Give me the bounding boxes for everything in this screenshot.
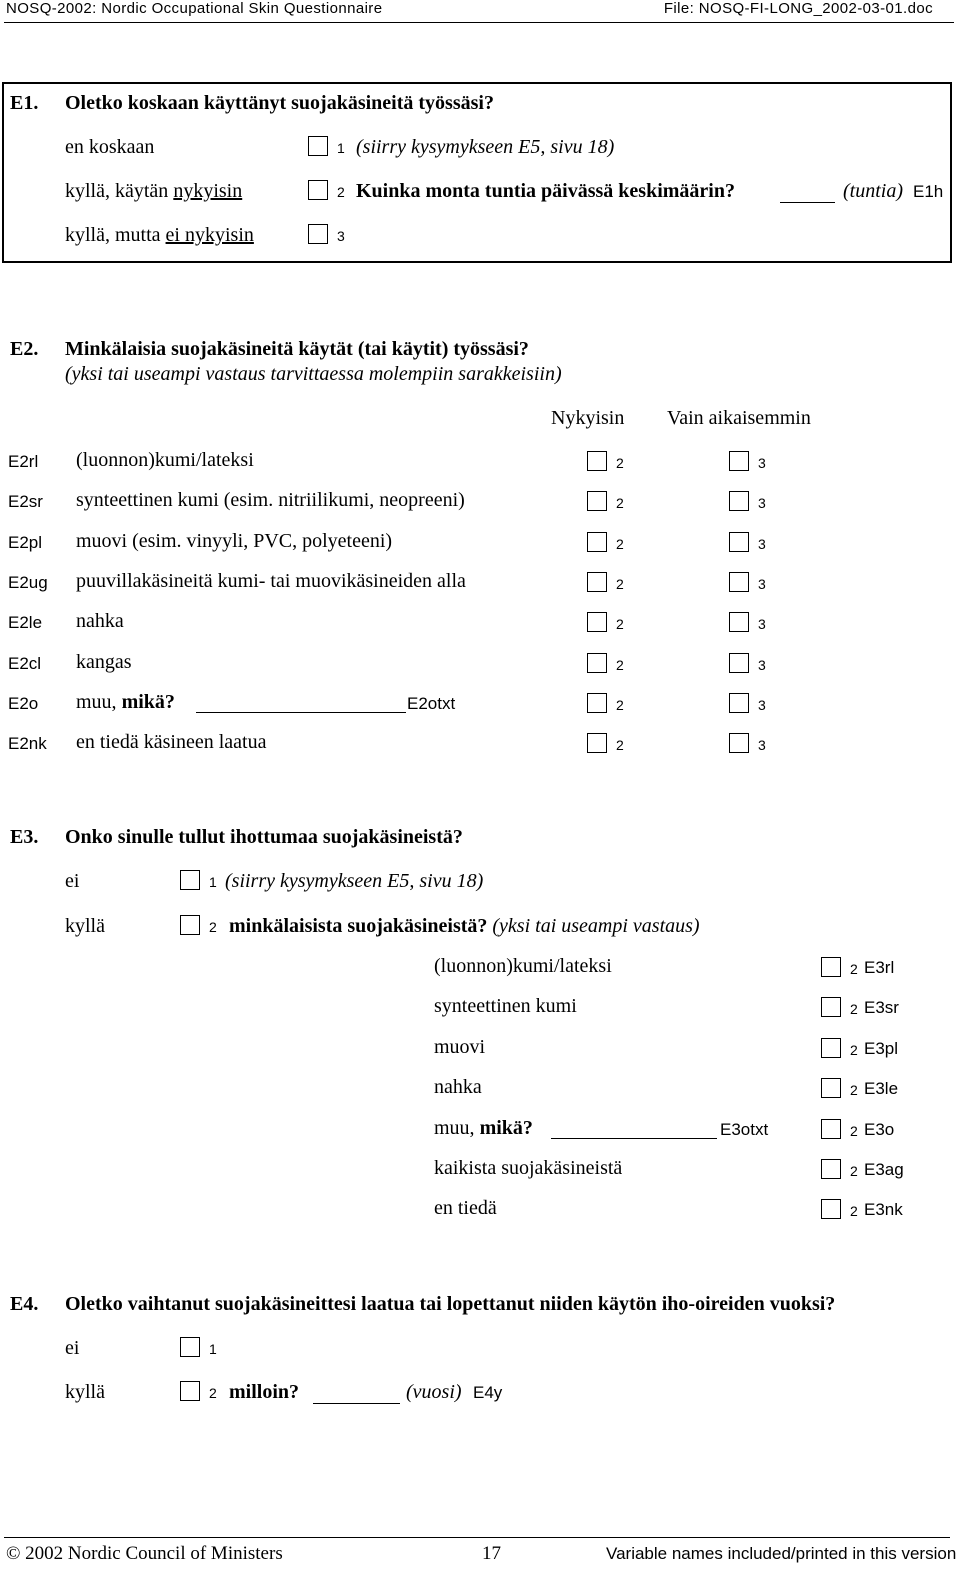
e2-row-earlier-checkbox[interactable] (729, 532, 749, 552)
e2-row-label-text: en tiedä käsineen laatua (76, 731, 267, 754)
e4-option-2-code: 2 (209, 1385, 217, 1401)
e3-other-text-field[interactable] (551, 1138, 717, 1139)
e2-question: Minkälaisia suojakäsineitä käytät (tai käytit) työssäsi? (65, 338, 529, 360)
e3-subitem-code: 2 (850, 1001, 858, 1018)
e2-column-earlier: Vain aikaisemmin (667, 407, 811, 429)
e3-subitem-checkbox[interactable] (821, 1199, 841, 1219)
e2-row-current-code: 2 (616, 696, 624, 713)
e3-subitem-checkbox[interactable] (821, 997, 841, 1017)
e2-row-label-text: puuvillakäsineitä kumi- tai muovikäsineiden alla (76, 569, 466, 592)
e2-row-earlier-checkbox[interactable] (729, 733, 749, 753)
e2-row-current-code: 2 (616, 455, 624, 471)
e3-option-2-checkbox[interactable] (180, 915, 200, 935)
e1-option-2-label: kyllä, käytän nykyisin (65, 180, 243, 202)
e2-row-current-code: 2 (616, 495, 624, 512)
e3-subitem-label-text: synteettinen kumi (434, 995, 577, 1018)
e3-option-1-code: 1 (209, 874, 217, 890)
e1-hours-question: Kuinka monta tuntia päivässä keskimäärin? (356, 180, 735, 202)
footer-page-number: 17 (482, 1543, 501, 1564)
e3-subitem-checkbox[interactable] (821, 1159, 841, 1179)
e1-question: Oletko koskaan käyttänyt suojakäsineitä työssäsi? (65, 92, 494, 114)
e4-option-1-code: 1 (209, 1341, 217, 1357)
e2-row-label-text: synteettinen kumi (esim. nitriilikumi, neopreeni) (76, 489, 465, 512)
e3-subitem-var: E3o (864, 1119, 895, 1139)
e3-subitem-checkbox[interactable] (821, 1038, 841, 1058)
e2-row-current-code: 2 (616, 737, 624, 754)
e2-row-label-bold: mikä? (121, 690, 175, 713)
e2-row-var: E2sr (8, 492, 43, 512)
e2-row-earlier-checkbox[interactable] (729, 572, 749, 592)
e2-row-label (76, 651, 132, 674)
e1-option-3-code: 3 (337, 228, 345, 244)
e2-row-earlier-code: 3 (758, 696, 766, 713)
e4-when-question: milloin? (229, 1381, 300, 1403)
e3-option-2-label: kyllä (65, 915, 105, 937)
e2-row-label-text: nahka (76, 610, 124, 633)
e2-other-text-var: E2otxt (407, 693, 456, 713)
e3-subitem-label (434, 1157, 622, 1180)
e3-subitem-label (434, 995, 577, 1018)
e4-year-var: E4y (473, 1383, 503, 1402)
e3-subitem-var: E3rl (864, 958, 895, 977)
e2-row-current-code: 2 (616, 535, 624, 552)
e2-row-label (76, 449, 254, 472)
e1-option-1-code: 1 (337, 140, 345, 156)
footer-rule (4, 1537, 950, 1538)
e3-followup: minkälaisista suojakäsineistä? (yksi tai useampi vastaus) (229, 915, 700, 937)
e2-row-current-code: 2 (616, 575, 624, 592)
e3-subitem-code: 2 (850, 1163, 858, 1179)
e3-other-text-var: E3otxt (720, 1119, 769, 1139)
e2-row-earlier-code: 3 (758, 616, 766, 633)
e4-option-1-checkbox[interactable] (180, 1337, 200, 1357)
e3-subitem-label (434, 1117, 533, 1140)
e1-hours-unit: (tuntia) (843, 180, 903, 202)
e3-question: Onko sinulle tullut ihottumaa suojakäsineistä? (65, 826, 463, 848)
e3-subitem-label (434, 1036, 485, 1059)
e3-subitem-checkbox[interactable] (821, 1119, 841, 1139)
e2-row-current-checkbox[interactable] (587, 693, 607, 713)
e2-row-label (76, 691, 175, 714)
e4-question: Oletko vaihtanut suojakäsineittesi laatua tai lopettanut niiden käytön iho-oireiden vuoksi? (65, 1293, 836, 1315)
e4-number: E4. (10, 1293, 39, 1315)
e2-row-earlier-code: 3 (758, 495, 766, 512)
e3-subitem-var: E3sr (864, 998, 899, 1018)
e3-subitem-var: E3nk (864, 1200, 903, 1220)
e2-row-current-checkbox[interactable] (587, 653, 607, 673)
e3-subitem-label (434, 1197, 497, 1220)
e3-subitem-code: 2 (850, 1041, 858, 1058)
e2-row-var: E2rl (8, 452, 39, 471)
footer-copyright: © 2002 Nordic Council of Ministers (6, 1543, 283, 1564)
e3-option-1-note: (siirry kysymykseen E5, sivu 18) (225, 870, 484, 892)
e2-row-var: E2nk (8, 734, 47, 754)
e3-option-1-checkbox[interactable] (180, 870, 200, 890)
e2-row-var: E2cl (8, 653, 42, 673)
e3-subitem-code: 2 (850, 1203, 858, 1220)
e2-row-earlier-checkbox[interactable] (729, 491, 749, 511)
e3-option-1-label: ei (65, 870, 80, 892)
e4-option-1-label: ei (65, 1337, 80, 1359)
e2-row-earlier-code: 3 (758, 575, 766, 592)
e3-subitem-label-text: (luonnon)kumi/lateksi (434, 955, 612, 977)
e3-subitem-label-text: muovi (434, 1035, 486, 1058)
e2-row-current-checkbox[interactable] (587, 451, 607, 471)
e1-hours-field[interactable] (780, 202, 835, 203)
e1-option-2-code: 2 (337, 184, 345, 200)
e4-year-unit: (vuosi) (406, 1381, 462, 1403)
e1-option-3-label: kyllä, mutta ei nykyisin (65, 224, 254, 246)
e4-option-2-checkbox[interactable] (180, 1381, 200, 1401)
e2-row-label (76, 530, 392, 553)
e2-row-earlier-code: 3 (758, 535, 766, 552)
e2-row-current-checkbox[interactable] (587, 532, 607, 552)
header-title: NOSQ-2002: Nordic Occupational Skin Questionnaire (6, 0, 383, 17)
e3-subitem-code: 2 (850, 1122, 858, 1139)
e2-row-current-code: 2 (616, 656, 624, 673)
e3-subitem-checkbox[interactable] (821, 1078, 841, 1098)
e1-option-2-checkbox[interactable] (308, 180, 328, 200)
header-filename: File: NOSQ-FI-LONG_2002-03-01.doc (663, 0, 933, 17)
e3-subitem-label (434, 1076, 482, 1099)
e2-instruction: (yksi tai useampi vastaus tarvittaessa molempiin sarakkeisiin) (65, 363, 562, 385)
e2-row-var: E2le (8, 613, 43, 633)
e2-row-earlier-checkbox[interactable] (729, 693, 749, 713)
e4-option-2-label: kyllä (65, 1381, 105, 1403)
e1-option-1-note: (siirry kysymykseen E5, sivu 18) (356, 136, 615, 158)
e2-row-label-text: muovi (esim. vinyyli, PVC, polyeteeni) (76, 529, 393, 552)
e3-subitem-label-text: kaikista suojakäsineistä (434, 1157, 623, 1179)
e2-row-earlier-code: 3 (758, 737, 766, 754)
e1-option-3-checkbox[interactable] (308, 224, 328, 244)
e1-number: E1. (10, 92, 39, 114)
e2-row-earlier-checkbox[interactable] (729, 451, 749, 471)
e2-row-earlier-code: 3 (758, 656, 766, 673)
e2-row-current-checkbox[interactable] (587, 572, 607, 592)
e2-row-var: E2ug (8, 572, 48, 592)
e2-row-var: E2o (8, 693, 39, 713)
e2-row-var: E2pl (8, 532, 43, 552)
e2-row-label (76, 489, 465, 512)
e4-year-field[interactable] (313, 1403, 400, 1404)
e3-subitem-checkbox[interactable] (821, 957, 841, 977)
e3-subitem-code: 2 (850, 1082, 858, 1099)
e3-subitem-label-bold: mikä? (479, 1116, 533, 1139)
e2-row-label-text: (luonnon)kumi/lateksi (76, 449, 254, 471)
e3-subitem-label-text: muu, (434, 1116, 480, 1139)
e2-row-label-text: muu, (76, 690, 122, 713)
e2-row-current-code: 2 (616, 616, 624, 633)
e3-subitem-var: E3le (864, 1079, 899, 1099)
e2-row-label (76, 610, 124, 633)
e2-row-earlier-code: 3 (758, 455, 766, 471)
e3-subitem-var: E3pl (864, 1038, 899, 1058)
e3-subitem-label-text: en tiedä (434, 1197, 497, 1220)
e2-row-current-checkbox[interactable] (587, 491, 607, 511)
e3-subitem-label (434, 955, 612, 978)
e2-number: E2. (10, 338, 39, 360)
e3-subitem-label-text: nahka (434, 1076, 482, 1099)
header-rule (4, 22, 954, 23)
e3-number: E3. (10, 826, 39, 848)
e3-option-2-code: 2 (209, 919, 217, 935)
e2-row-earlier-checkbox[interactable] (729, 653, 749, 673)
footer-note: Variable names included/printed in this version (606, 1544, 957, 1563)
e1-option-1-label: en koskaan (65, 136, 155, 158)
e2-column-current: Nykyisin (551, 407, 625, 429)
e2-row-label-text: kangas (76, 650, 132, 673)
e2-row-current-checkbox[interactable] (587, 612, 607, 632)
e2-row-earlier-checkbox[interactable] (729, 612, 749, 632)
e1-hours-var: E1h (913, 182, 944, 201)
e3-subitem-code: 2 (850, 961, 858, 977)
e1-option-1-checkbox[interactable] (308, 136, 328, 156)
e2-row-current-checkbox[interactable] (587, 733, 607, 753)
e3-subitem-var: E3ag (864, 1160, 904, 1179)
e2-row-label (76, 731, 266, 754)
e2-other-text-field[interactable] (196, 712, 406, 713)
e2-row-label (76, 570, 466, 593)
